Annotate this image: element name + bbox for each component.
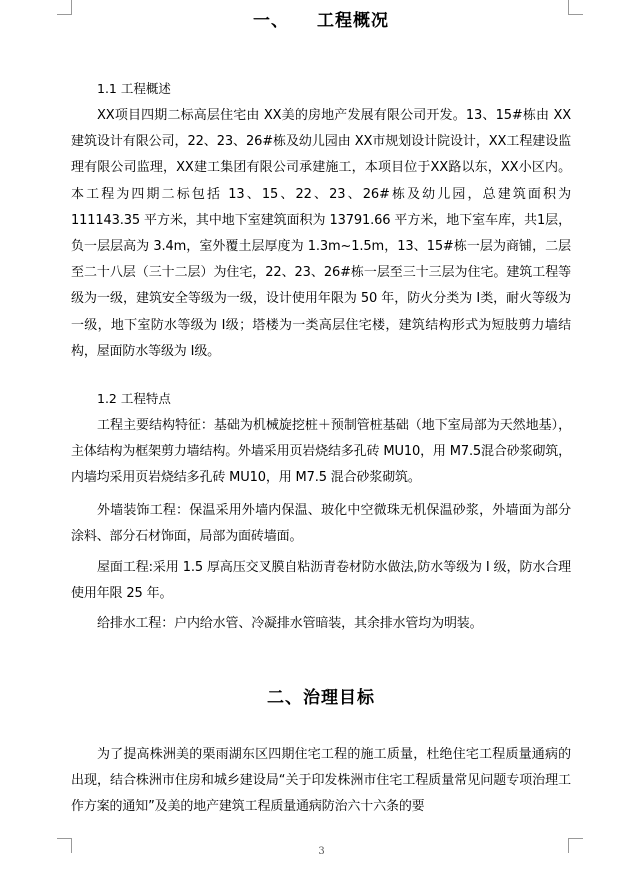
section1-title: 工程概况: [317, 11, 389, 31]
crop-mark-top-left: [57, 0, 72, 15]
section1-para4: 屋面工程:采用 1.5 厚高压交叉膜自粘沥青卷材防水做法,防水等级为 I 级，防水合理使用年限 25 年。: [71, 560, 571, 602]
section1-para1: XX项目四期二标高层住宅由 XX美的房地产发展有限公司开发。13、15#栋由 XX建筑设计有限公司，22、23、26#栋及幼儿园由 XX市规划设计院设计，XX工程建设监理有限公司监理，XX建工集团有限公司承建施工，本项目位于XX路以东，XX小区内。本工程为四期二标包括 13、15、22、23、26#栋及幼儿园，总建筑面积为 111143.35 平方米，其中地下室建筑面积为 13791.66 平方米，地下室车库，共1层，负一层层高为 3.4m，室外覆土层厚度为 1.3m~1.5m，13、15#栋一层为商铺，二层至二十八层（三十二层）为住宅，22、23、26#栋一层至三十三层为住宅。建筑工程等级为一级，建筑安全等级为一级，设计使用年限为 50 年，防火分类为 I类，耐火等级为一级，地下室防水等级为 I级；塔楼为一类高层住宅楼，建筑结构形式为短肢剪力墙结构，屋面防水等级为 I级。: [71, 108, 571, 359]
subsection-1-2-title: 1.2 工程特点: [97, 391, 171, 406]
section2-heading: 二、治理目标: [267, 688, 375, 708]
page-number: 3: [318, 846, 325, 857]
section1-para5: 给排水工程：户内给水管、冷凝排水管暗装，其余排水管均为明装。: [97, 616, 483, 631]
subsection-1-1-title: 1.1 工程概述: [97, 81, 171, 96]
section2-para1: 为了提高株洲美的栗雨湖东区四期住宅工程的施工质量，杜绝住宅工程质量通病的出现，结合株洲市住房和城乡建设局“关于印发株洲市住宅工程质量常见问题专项治理工作方案的通知”及美的地产建筑工程质量通病防治六十六条的要: [71, 747, 571, 815]
section1-para2: 工程主要结构特征：基础为机械旋挖桩＋预制管桩基础（地下室局部为天然地基），主体结构为框架剪力墙结构。外墙采用页岩烧结多孔砖 MU10，用 M7.5混合砂浆砌筑，内墙均采用页岩烧结多孔砖 MU10，用 M7.5 混合砂浆砌筑。: [71, 418, 571, 486]
section1-heading: [71, 6, 571, 31]
section1-number: 一、: [253, 11, 289, 31]
section1-para3: 外墙装饰工程：保温采用外墙内保温、玻化中空微珠无机保温砂浆，外墙面为部分涂料、部分石材饰面，局部为面砖墙面。: [71, 503, 571, 545]
